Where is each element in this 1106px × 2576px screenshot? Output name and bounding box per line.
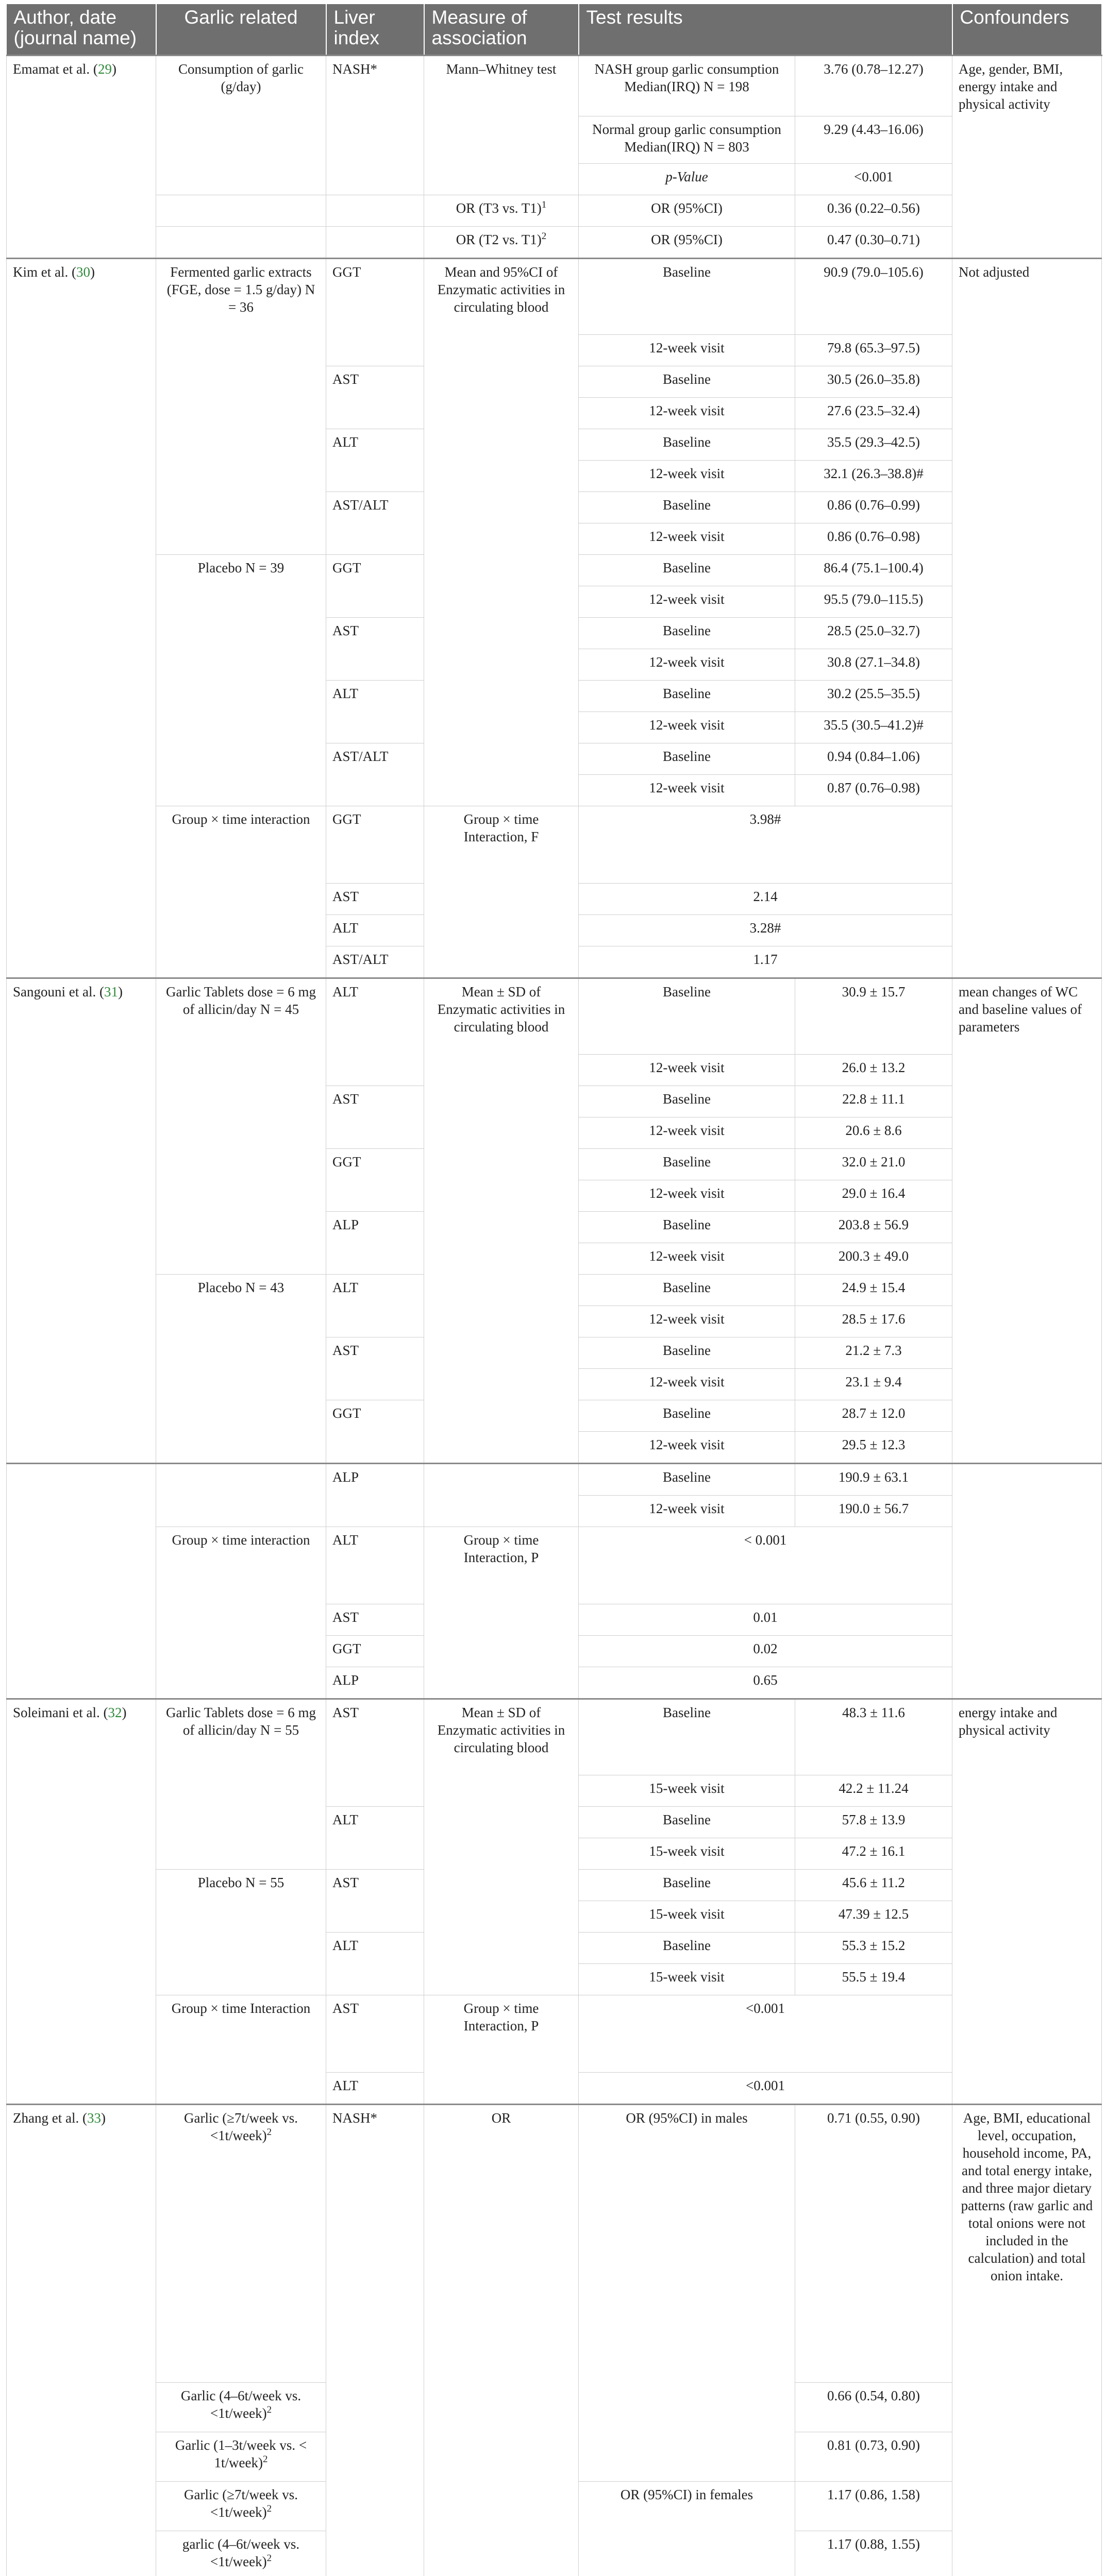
author-cell: Soleimani et al. (32) [7, 1699, 156, 2104]
result-value: 0.47 (0.30–0.71) [795, 226, 952, 258]
table-row [7, 195, 1102, 226]
header-liver: Liver index [326, 4, 424, 55]
result-value: 32.0 ± 21.0 [795, 1148, 952, 1180]
result-label: Baseline [579, 1400, 795, 1431]
garlic-cell: Group × time interaction [156, 806, 326, 978]
result-value: 190.9 ± 63.1 [795, 1463, 952, 1495]
liver-index-cell: AST [326, 883, 424, 914]
result-label: Baseline [579, 554, 795, 586]
measure-cell: Group × time Interaction, P [424, 1527, 579, 1699]
result-label: 12-week visit [579, 711, 795, 743]
result-label: Baseline [579, 429, 795, 460]
liver-index-cell: ALT [326, 1932, 424, 1995]
result-value: 1.17 (0.86, 1.58) [795, 2481, 952, 2531]
liver-index-cell: GGT [326, 554, 424, 617]
liver-index-cell: ALT [326, 1527, 424, 1604]
result-label: 15-week visit [579, 1775, 795, 1806]
result-value: 21.2 ± 7.3 [795, 1337, 952, 1368]
confounders-cell: Age, gender, BMI, energy intake and physical activity [952, 55, 1102, 258]
result-label: 12-week visit [579, 586, 795, 617]
liver-index-cell: AST/ALT [326, 492, 424, 554]
measure-cell: Mean ± SD of Enzymatic activities in circulating blood [424, 1699, 579, 1995]
garlic-cell: Placebo N = 55 [156, 1869, 326, 1995]
result-label: 12-week visit [579, 523, 795, 554]
result-value: 24.9 ± 15.4 [795, 1274, 952, 1306]
result-value: 0.94 (0.84–1.06) [795, 743, 952, 774]
garlic-cell: garlic (4–6t/week vs. <1t/week)$^2$ [156, 2531, 326, 2576]
result-value: 30.8 (27.1–34.8) [795, 649, 952, 680]
result-label: Baseline [579, 617, 795, 649]
liver-index-cell: AST [326, 1699, 424, 1806]
table-row [7, 1527, 1102, 1604]
liver-index-cell: GGT [326, 1148, 424, 1211]
result-value: <0.001 [795, 163, 952, 195]
result-label: 12-week visit [579, 1117, 795, 1148]
liver-index-cell: ALP [326, 1211, 424, 1274]
liver-index-cell: ALT [326, 978, 424, 1086]
liver-index-cell: AST/ALT [326, 946, 424, 978]
measure-cell: Group × time Interaction, P [424, 1995, 579, 2104]
result-value: 55.5 ± 19.4 [795, 1963, 952, 1995]
result-value: 2.14 [579, 883, 952, 914]
liver-index-cell: GGT [326, 1400, 424, 1463]
table-row [7, 1995, 1102, 2072]
author-cell: Sangouni et al. (31) [7, 978, 156, 1463]
liver-index-cell [326, 226, 424, 258]
garlic-cell [156, 226, 326, 258]
result-label: Baseline [579, 1869, 795, 1901]
result-value: 32.1 (26.3–38.8)# [795, 460, 952, 492]
liver-index-cell: ALT [326, 2072, 424, 2104]
author-cell: Kim et al. (30) [7, 258, 156, 978]
result-label: OR (95%CI) [579, 226, 795, 258]
author-cell: Emamat et al. (29) [7, 55, 156, 258]
measure-cell: Mean and 95%CI of Enzymatic activities in circulating blood [424, 258, 579, 806]
confounders-cell: Not adjusted [952, 258, 1102, 978]
table-row [7, 226, 1102, 258]
result-label: Baseline [579, 1932, 795, 1963]
measure-cell: OR [424, 2104, 579, 2576]
result-value: 27.6 (23.5–32.4) [795, 397, 952, 429]
result-label: 15-week visit [579, 1838, 795, 1869]
result-value: 22.8 ± 11.1 [795, 1086, 952, 1117]
garlic-studies-table [6, 4, 1102, 2576]
result-value: 1.17 [579, 946, 952, 978]
result-value: 0.86 (0.76–0.98) [795, 523, 952, 554]
result-value: 28.5 (25.0–32.7) [795, 617, 952, 649]
result-label: 12-week visit [579, 649, 795, 680]
result-label: OR (95%CI) in females [579, 2481, 795, 2576]
result-value: < 0.001 [579, 1527, 952, 1604]
measure-cell: OR (T3 vs. T1)$^1$ [424, 195, 579, 226]
garlic-cell [156, 195, 326, 226]
confounders-cell [952, 1463, 1102, 1699]
result-value: 55.3 ± 15.2 [795, 1932, 952, 1963]
garlic-cell: Group × time interaction [156, 1527, 326, 1699]
liver-index-cell: ALP [326, 1463, 424, 1527]
result-value: 190.0 ± 56.7 [795, 1495, 952, 1527]
measure-cell: Mean ± SD of Enzymatic activities in circulating blood [424, 978, 579, 1463]
liver-index-cell: NASH* [326, 55, 424, 195]
reference-link[interactable]: 29 [97, 61, 112, 77]
result-value: 0.81 (0.73, 0.90) [795, 2432, 952, 2481]
result-value: 26.0 ± 13.2 [795, 1054, 952, 1086]
liver-index-cell: GGT [326, 258, 424, 366]
result-value: 48.3 ± 11.6 [795, 1699, 952, 1775]
result-value: 30.5 (26.0–35.8) [795, 366, 952, 397]
table-row [7, 1463, 1102, 1495]
table-row [7, 806, 1102, 883]
result-label: 15-week visit [579, 1963, 795, 1995]
result-value: 0.71 (0.55, 0.90) [795, 2104, 952, 2382]
result-value: 29.0 ± 16.4 [795, 1180, 952, 1211]
result-label: 12-week visit [579, 1368, 795, 1400]
result-label: Baseline [579, 978, 795, 1054]
liver-index-cell: GGT [326, 1635, 424, 1667]
result-value: 0.36 (0.22–0.56) [795, 195, 952, 226]
result-label: NASH group garlic consumption Median(IRQ) N = 198 [579, 55, 795, 116]
liver-index-cell: AST/ALT [326, 743, 424, 806]
garlic-cell: Garlic (≥7t/week vs. <1t/week)$^2$ [156, 2104, 326, 2382]
result-label: 12-week visit [579, 1054, 795, 1086]
result-value: 30.2 (25.5–35.5) [795, 680, 952, 711]
result-label: OR (95%CI) in males [579, 2104, 795, 2481]
garlic-cell: Consumption of garlic (g/day) [156, 55, 326, 195]
header-garlic: Garlic related [156, 4, 326, 55]
result-label: 12-week visit [579, 1243, 795, 1274]
header-confounders: Confounders [952, 4, 1102, 55]
liver-index-cell: ALT [326, 1806, 424, 1869]
header-author: Author, date (journal name) [7, 4, 156, 55]
result-value: 0.87 (0.76–0.98) [795, 774, 952, 806]
result-label: Baseline [579, 1806, 795, 1838]
confounders-cell: mean changes of WC and baseline values of parameters [952, 978, 1102, 1463]
result-label: OR (95%CI) [579, 195, 795, 226]
garlic-cell: Garlic (≥7t/week vs. <1t/week)$^2$ [156, 2481, 326, 2531]
confounders-cell: energy intake and physical activity [952, 1699, 1102, 2104]
table-row [7, 978, 1102, 1054]
table-row [7, 2104, 1102, 2382]
result-label: Baseline [579, 1463, 795, 1495]
garlic-cell [156, 1463, 326, 1527]
liver-index-cell: AST [326, 1869, 424, 1932]
result-value: 1.17 (0.88, 1.55) [795, 2531, 952, 2576]
result-label: Baseline [579, 492, 795, 523]
result-value: 200.3 ± 49.0 [795, 1243, 952, 1274]
header-row [7, 4, 1102, 55]
liver-index-cell: AST [326, 1086, 424, 1148]
result-value: 95.5 (79.0–115.5) [795, 586, 952, 617]
garlic-cell: Placebo N = 43 [156, 1274, 326, 1463]
result-value: 30.9 ± 15.7 [795, 978, 952, 1054]
result-label: 12-week visit [579, 1306, 795, 1337]
result-value: 57.8 ± 13.9 [795, 1806, 952, 1838]
result-label: Baseline [579, 1211, 795, 1243]
result-value: 0.65 [579, 1667, 952, 1699]
result-value: 28.5 ± 17.6 [795, 1306, 952, 1337]
result-value: 28.7 ± 12.0 [795, 1400, 952, 1431]
measure-cell: Mann–Whitney test [424, 55, 579, 195]
result-value: 23.1 ± 9.4 [795, 1368, 952, 1400]
liver-index-cell: ALT [326, 680, 424, 743]
liver-index-cell: AST [326, 617, 424, 680]
result-value: 203.8 ± 56.9 [795, 1211, 952, 1243]
result-label: Baseline [579, 743, 795, 774]
result-value: 0.01 [579, 1604, 952, 1635]
result-value: 47.2 ± 16.1 [795, 1838, 952, 1869]
result-label: Baseline [579, 1274, 795, 1306]
table-row [7, 55, 1102, 116]
garlic-cell: Garlic Tablets dose = 6 mg of allicin/day N = 55 [156, 1699, 326, 1869]
measure-cell [424, 1463, 579, 1527]
liver-index-cell: ALT [326, 429, 424, 492]
result-value: 0.86 (0.76–0.99) [795, 492, 952, 523]
result-value: 20.6 ± 8.6 [795, 1117, 952, 1148]
liver-index-cell [326, 195, 424, 226]
result-value: 47.39 ± 12.5 [795, 1901, 952, 1932]
result-label: Baseline [579, 258, 795, 334]
result-value: 42.2 ± 11.24 [795, 1775, 952, 1806]
garlic-cell: Garlic Tablets dose = 6 mg of allicin/day N = 45 [156, 978, 326, 1274]
result-label: p-Value [579, 163, 795, 195]
liver-index-cell: ALP [326, 1667, 424, 1699]
result-value: 3.76 (0.78–12.27) [795, 55, 952, 116]
author-cell: Zhang et al. (33) [7, 2104, 156, 2576]
confounders-cell: Age, BMI, educational level, occupation, household income, PA, and total energy intake, and three major dietary patterns (raw garlic and total onions were not included in the calculation) and total onion intake. [952, 2104, 1102, 2576]
result-value: 35.5 (30.5–41.2)# [795, 711, 952, 743]
reference-link[interactable]: 33 [87, 2110, 101, 2126]
header-measure: Measure of association [424, 4, 579, 55]
table-row [7, 1699, 1102, 1775]
result-value: <0.001 [579, 2072, 952, 2104]
liver-index-cell: AST [326, 1337, 424, 1400]
result-value: 29.5 ± 12.3 [795, 1431, 952, 1463]
result-label: Baseline [579, 680, 795, 711]
result-value: 45.6 ± 11.2 [795, 1869, 952, 1901]
header-results: Test results [579, 4, 952, 55]
result-value: 3.98# [579, 806, 952, 883]
liver-index-cell: GGT [326, 806, 424, 883]
result-label: 12-week visit [579, 774, 795, 806]
garlic-cell: Fermented garlic extracts (FGE, dose = 1.5 g/day) N = 36 [156, 258, 326, 554]
result-label: 12-week visit [579, 460, 795, 492]
result-value: 79.8 (65.3–97.5) [795, 334, 952, 366]
result-label: 12-week visit [579, 1431, 795, 1463]
result-label: Normal group garlic consumption Median(IRQ) N = 803 [579, 116, 795, 163]
result-value: 3.28# [579, 914, 952, 946]
result-value: 0.02 [579, 1635, 952, 1667]
garlic-cell: Garlic (4–6t/week vs. <1t/week)$^2$ [156, 2382, 326, 2432]
result-value: 86.4 (75.1–100.4) [795, 554, 952, 586]
table-row [7, 258, 1102, 334]
result-value: 90.9 (79.0–105.6) [795, 258, 952, 334]
result-label: 15-week visit [579, 1901, 795, 1932]
liver-index-cell: AST [326, 366, 424, 429]
result-label: Baseline [579, 1148, 795, 1180]
garlic-cell: Garlic (1–3t/week vs. < 1t/week)$^2$ [156, 2432, 326, 2481]
liver-index-cell: AST [326, 1995, 424, 2072]
result-label: 12-week visit [579, 334, 795, 366]
result-label: 12-week visit [579, 1180, 795, 1211]
result-value: <0.001 [579, 1995, 952, 2072]
liver-index-cell: ALT [326, 914, 424, 946]
result-value: 35.5 (29.3–42.5) [795, 429, 952, 460]
result-label: Baseline [579, 1086, 795, 1117]
result-value: 9.29 (4.43–16.06) [795, 116, 952, 163]
measure-cell: Group × time Interaction, F [424, 806, 579, 978]
result-label: 12-week visit [579, 1495, 795, 1527]
liver-index-cell: AST [326, 1604, 424, 1635]
reference-link[interactable]: 31 [104, 984, 118, 999]
result-label: Baseline [579, 1699, 795, 1775]
result-label: Baseline [579, 366, 795, 397]
result-value: 0.66 (0.54, 0.80) [795, 2382, 952, 2432]
liver-index-cell: ALT [326, 1274, 424, 1337]
garlic-cell: Placebo N = 39 [156, 554, 326, 806]
garlic-cell: Group × time Interaction [156, 1995, 326, 2104]
reference-link[interactable]: 32 [108, 1704, 122, 1720]
result-label: Baseline [579, 1337, 795, 1368]
liver-index-cell: NASH* [326, 2104, 424, 2576]
author-cell [7, 1463, 156, 1699]
measure-cell: OR (T2 vs. T1)$^2$ [424, 226, 579, 258]
result-label: 12-week visit [579, 397, 795, 429]
reference-link[interactable]: 30 [76, 264, 90, 280]
